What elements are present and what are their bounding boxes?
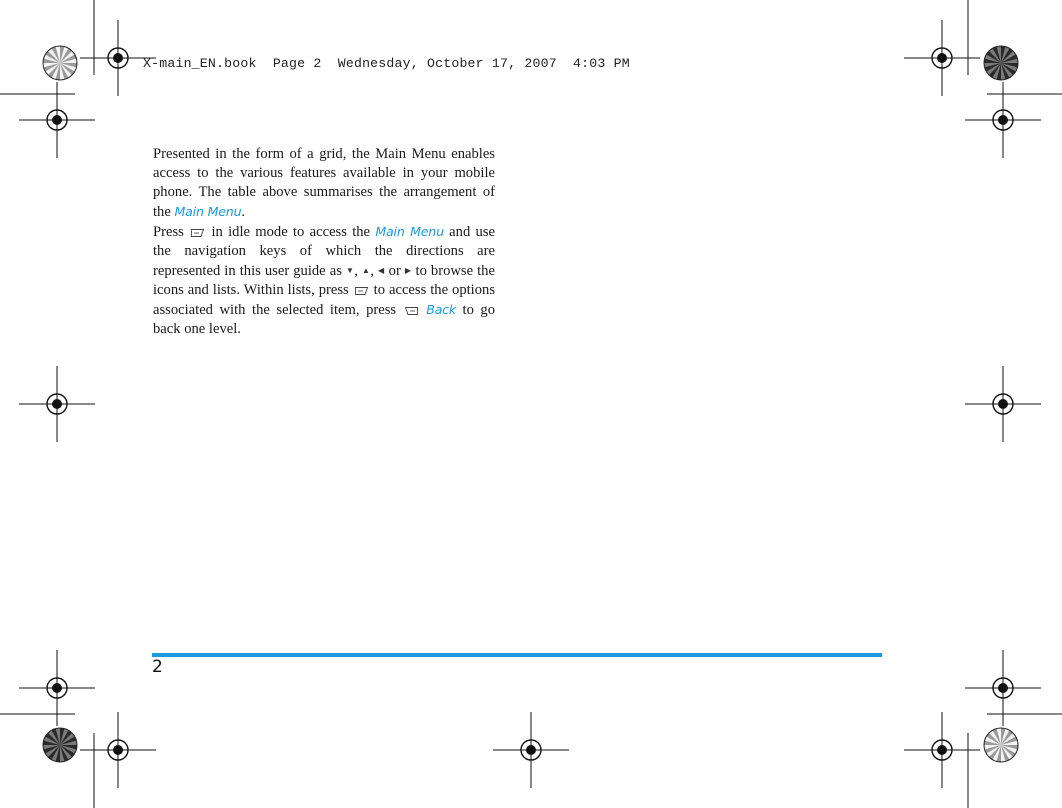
registration-target-icon <box>493 712 569 788</box>
registration-target-icon <box>19 366 95 442</box>
print-header: X-main_EN.book Page 2 Wednesday, October 17, 2007 4:03 PM <box>143 56 630 71</box>
registration-target-icon <box>904 712 980 788</box>
registration-target-icon <box>80 712 156 788</box>
registration-target-icon <box>965 650 1041 726</box>
paragraph-navigation: Press in idle mode to access the Main Menu and use the navigation keys of which the directions are represented in this user guide as ▼, ▲, ◀ or ▶ to browse the icons and lists. Within lists, press to access the options associated with the selected item, press Back to go back one level. <box>153 224 496 337</box>
arrow-up-icon: ▲ <box>361 266 371 275</box>
footer-rule <box>152 653 882 657</box>
registration-target-icon <box>19 650 95 726</box>
main-menu-link: Main Menu <box>174 204 242 219</box>
registration-target-icon <box>19 82 95 158</box>
registration-starburst-icon <box>984 46 1018 80</box>
left-softkey-icon <box>355 287 368 295</box>
back-label: Back <box>426 302 456 317</box>
main-menu-link: Main Menu <box>375 224 444 239</box>
registration-target-icon <box>904 20 980 96</box>
right-softkey-icon <box>405 307 418 315</box>
arrow-down-icon: ▼ <box>345 266 355 275</box>
arrow-right-icon: ▶ <box>404 266 412 275</box>
main-menu-description <box>153 145 495 339</box>
registration-starburst-icon <box>43 46 77 80</box>
registration-starburst-icon <box>43 728 77 762</box>
left-softkey-icon <box>191 229 204 237</box>
arrow-left-icon: ◀ <box>378 266 385 275</box>
registration-target-icon <box>965 366 1041 442</box>
registration-starburst-icon <box>984 728 1018 762</box>
paragraph-intro: Presented in the form of a grid, the Main Menu enables access to the various features available in your mobile phone. The table above summarises the arrangement of the Main Menu. <box>153 146 495 220</box>
registration-target-icon <box>965 82 1041 158</box>
page-number: 2 <box>152 657 163 677</box>
